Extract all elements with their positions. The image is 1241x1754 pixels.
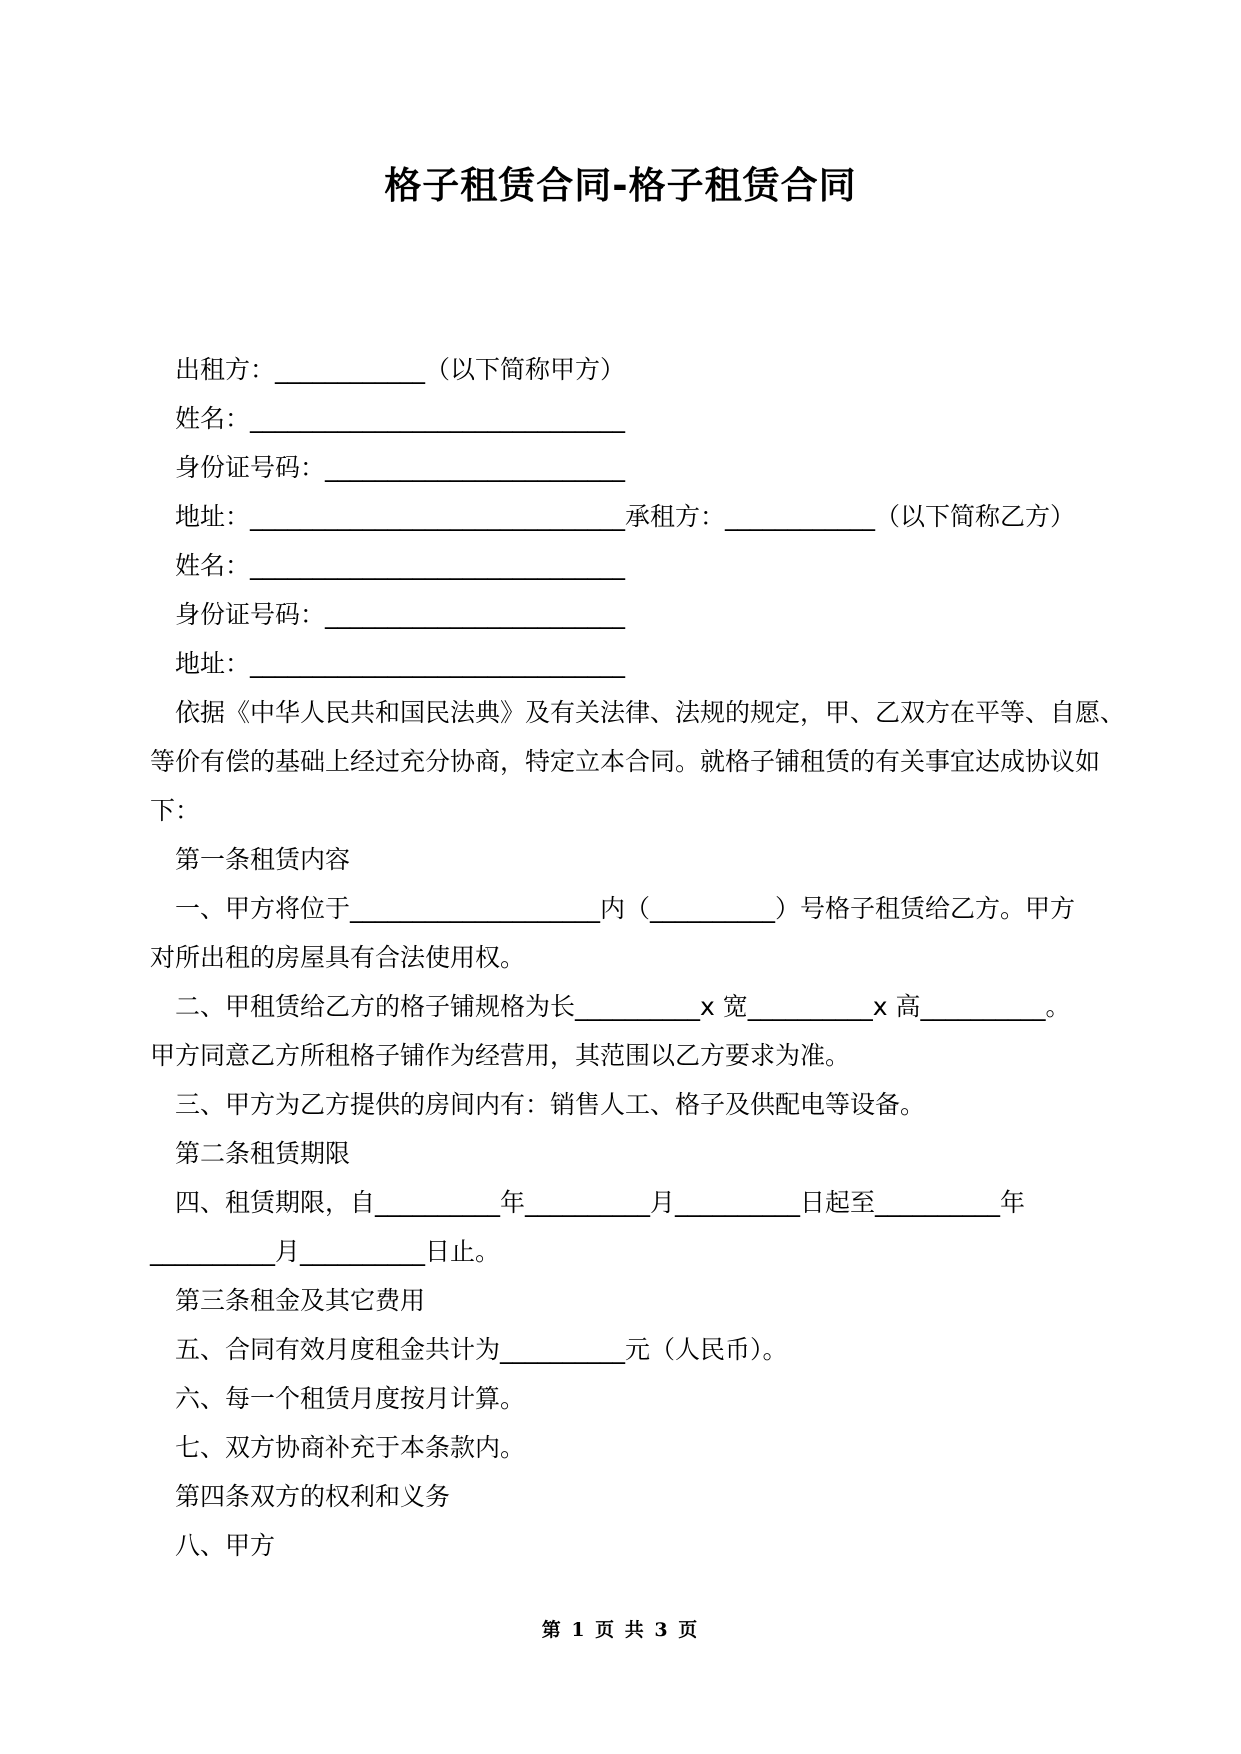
body-line: 地址：______________________________承租方：____________（以下简称乙方） [175,502,1076,531]
body-line: 依据《中华人民共和国民法典》及有关法律、法规的规定，甲、乙双方在平等、自愿、 [175,698,1126,727]
body-line: 四、租赁期限，自__________年__________月__________日起至__________年 [175,1188,1026,1217]
body-line: 身份证号码：________________________ [175,453,626,482]
body-line: 第三条租金及其它费用 [175,1286,426,1315]
body-line: 七、双方协商补充于本条款内。 [175,1433,526,1462]
body-line: 六、每一个租赁月度按月计算。 [175,1384,526,1413]
body-line: 等价有偿的基础上经过充分协商，特定立本合同。就格子铺租赁的有关事宜达成协议如 [150,747,1101,776]
body-line: 一、甲方将位于____________________内（__________）号格子租赁给乙方。甲方 [175,894,1076,923]
contract-body [150,345,1126,1570]
page-title: 格子租赁合同-格子租赁合同 [384,164,857,207]
body-line: 姓名：______________________________ [175,551,626,580]
body-line: 地址：______________________________ [175,649,626,678]
body-line: 甲方同意乙方所租格子铺作为经营用，其范围以乙方要求为准。 [150,1041,851,1070]
body-line: 对所出租的房屋具有合法使用权。 [150,943,526,972]
body-line: 第二条租赁期限 [175,1139,351,1168]
body-line: 五、合同有效月度租金共计为__________元（人民币）。 [175,1335,788,1364]
page-footer: 第 1 页 共 3 页 [541,1619,700,1641]
body-line: 第一条租赁内容 [175,845,351,874]
body-line: 出租方：____________（以下简称甲方） [175,355,626,384]
body-line: 三、甲方为乙方提供的房间内有：销售人工、格子及供配电等设备。 [175,1090,926,1119]
body-line: __________月__________日止。 [150,1237,501,1266]
body-line: 第四条双方的权利和义务 [175,1482,451,1511]
body-line: 二、甲租赁给乙方的格子铺规格为长__________x 宽__________x 高__________。 [175,992,1071,1021]
body-line: 身份证号码：________________________ [175,600,626,629]
body-line: 姓名：______________________________ [175,404,626,433]
body-line: 八、甲方 [175,1531,276,1560]
body-line: 下： [150,796,201,825]
